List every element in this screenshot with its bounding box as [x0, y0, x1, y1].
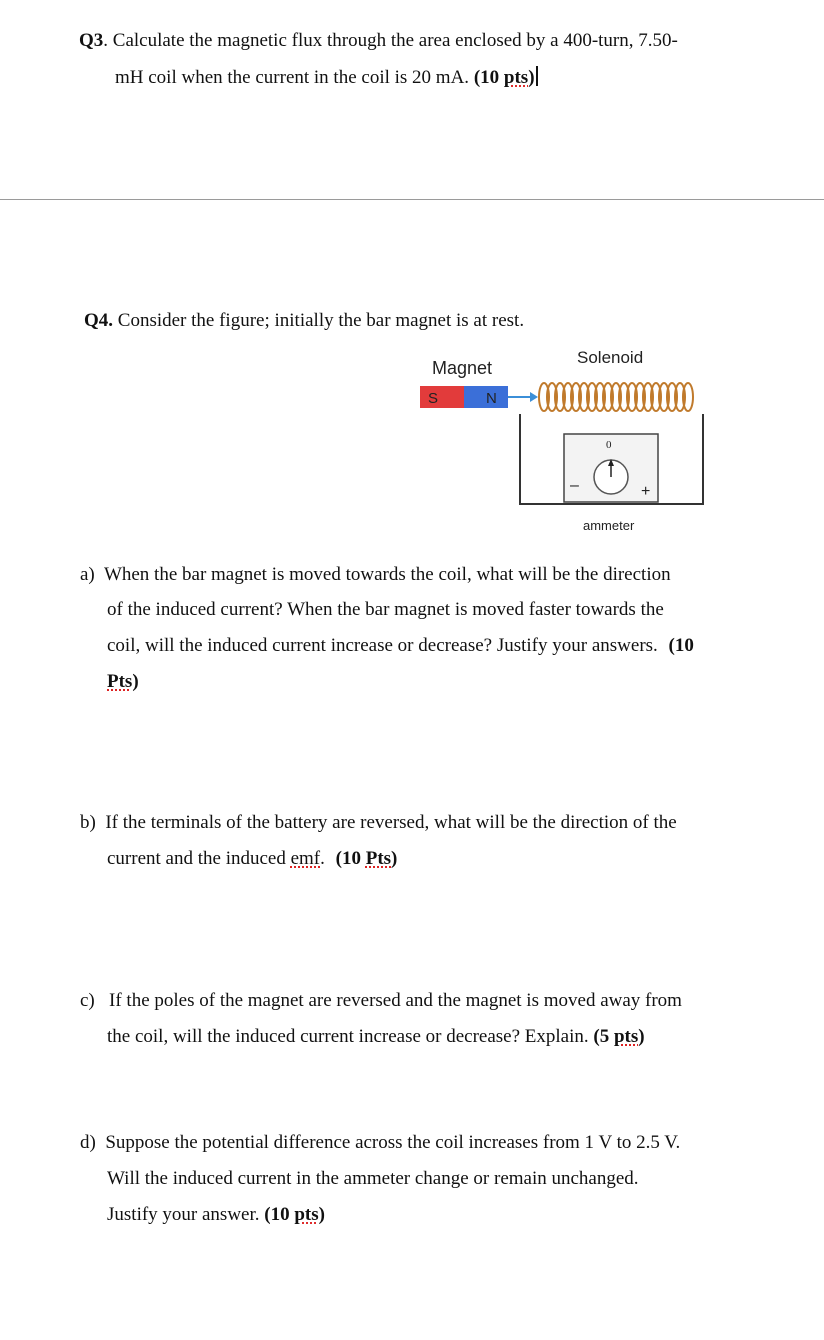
solenoid-label: Solenoid	[577, 348, 644, 367]
part-a-line-3	[107, 635, 694, 657]
part-b-text-1: If the terminals of the battery are reversed, what will be the direction of the	[105, 812, 677, 833]
part-d-points-close: )	[318, 1204, 325, 1225]
part-d-points	[264, 1204, 325, 1225]
motion-arrow-icon	[530, 392, 538, 402]
magnet-label: Magnet	[432, 358, 493, 378]
part-b-line-2	[107, 848, 397, 870]
part-b-points-open: (10	[335, 848, 366, 869]
part-a-text-3: coil, will the induced current increase or decrease? Justify your answers.	[107, 635, 658, 656]
section-divider	[0, 199, 824, 200]
part-a-text-1: When the bar magnet is moved towards the coil, what will be the direction	[103, 564, 671, 585]
part-b-points	[336, 848, 398, 869]
part-c-line-1	[80, 990, 682, 1012]
part-c-points-word: pts	[613, 1026, 639, 1047]
part-a-line-2	[107, 599, 664, 621]
part-c-text-2: the coil, will the induced current increase or decrease? Explain.	[107, 1026, 589, 1047]
part-d-points-word: pts	[294, 1204, 319, 1225]
part-c-points	[593, 1026, 644, 1047]
pole-n-label: N	[486, 390, 497, 407]
q4-intro: Consider the figure; initially the bar magnet is at rest.	[117, 310, 525, 331]
q3-points	[474, 67, 535, 88]
part-c-line-2	[107, 1026, 645, 1048]
pole-s-label: S	[428, 390, 439, 407]
part-b-emf: emf	[290, 848, 321, 869]
part-b-points-close: )	[391, 848, 398, 869]
q3-points-word: pts	[503, 67, 529, 88]
part-b-points-word: Pts	[365, 848, 392, 869]
q3-line-1	[79, 30, 678, 52]
q3-number: Q3	[79, 30, 104, 51]
q3-points-close: )	[528, 67, 535, 88]
part-b-text-2-post: .	[320, 848, 325, 869]
meter-minus-label: –	[570, 477, 579, 494]
part-c-points-open: (5	[593, 1026, 614, 1047]
ammeter-label: ammeter	[583, 518, 635, 533]
magnet-south-pole	[420, 386, 464, 408]
part-a-line-4	[107, 671, 139, 693]
part-d-line-2	[107, 1168, 639, 1190]
q3-points-open: (10	[473, 67, 504, 88]
meter-plus-label: +	[641, 483, 651, 500]
part-a-label: a)	[80, 564, 95, 585]
text-cursor	[536, 66, 538, 86]
part-b-text-2-pre: current and the induced	[107, 848, 291, 869]
part-c-text-1: If the poles of the magnet are reversed and the magnet is moved away from	[109, 990, 682, 1011]
part-b-label: b)	[80, 812, 96, 833]
part-a-line-1	[80, 564, 671, 586]
figure-svg	[420, 340, 720, 540]
q4-intro-line	[84, 310, 524, 332]
q3-line-2[interactable]	[115, 66, 538, 89]
meter-zero-label: 0	[606, 439, 612, 451]
part-d-text-1: Suppose the potential difference across the coil increases from 1 V to 2.5 V.	[105, 1132, 681, 1153]
part-c-points-close: )	[638, 1026, 645, 1047]
part-a-points-1: (10	[668, 635, 694, 656]
part-d-line-1	[80, 1132, 680, 1154]
part-d-line-3	[107, 1204, 325, 1226]
q3-text-2: mH coil when the current in the coil is 20 mA.	[115, 67, 470, 88]
solenoid-coil	[539, 383, 693, 411]
magnet-solenoid-figure	[420, 340, 720, 540]
part-d-text-3: Justify your answer.	[107, 1204, 260, 1225]
q4-number: Q4.	[84, 310, 114, 331]
part-c-label: c)	[80, 990, 95, 1011]
q3-text-1: . Calculate the magnetic flux through the area enclosed by a 400-turn, 7.50-	[103, 30, 678, 51]
part-b-line-1	[80, 812, 677, 834]
part-d-points-open: (10	[264, 1204, 295, 1225]
part-d-label: d)	[80, 1132, 96, 1153]
part-a-text-2: of the induced current? When the bar magnet is moved faster towards the	[107, 599, 664, 620]
part-a-points-2: Pts)	[107, 671, 139, 692]
part-d-text-2: Will the induced current in the ammeter change or remain unchanged.	[107, 1168, 639, 1189]
